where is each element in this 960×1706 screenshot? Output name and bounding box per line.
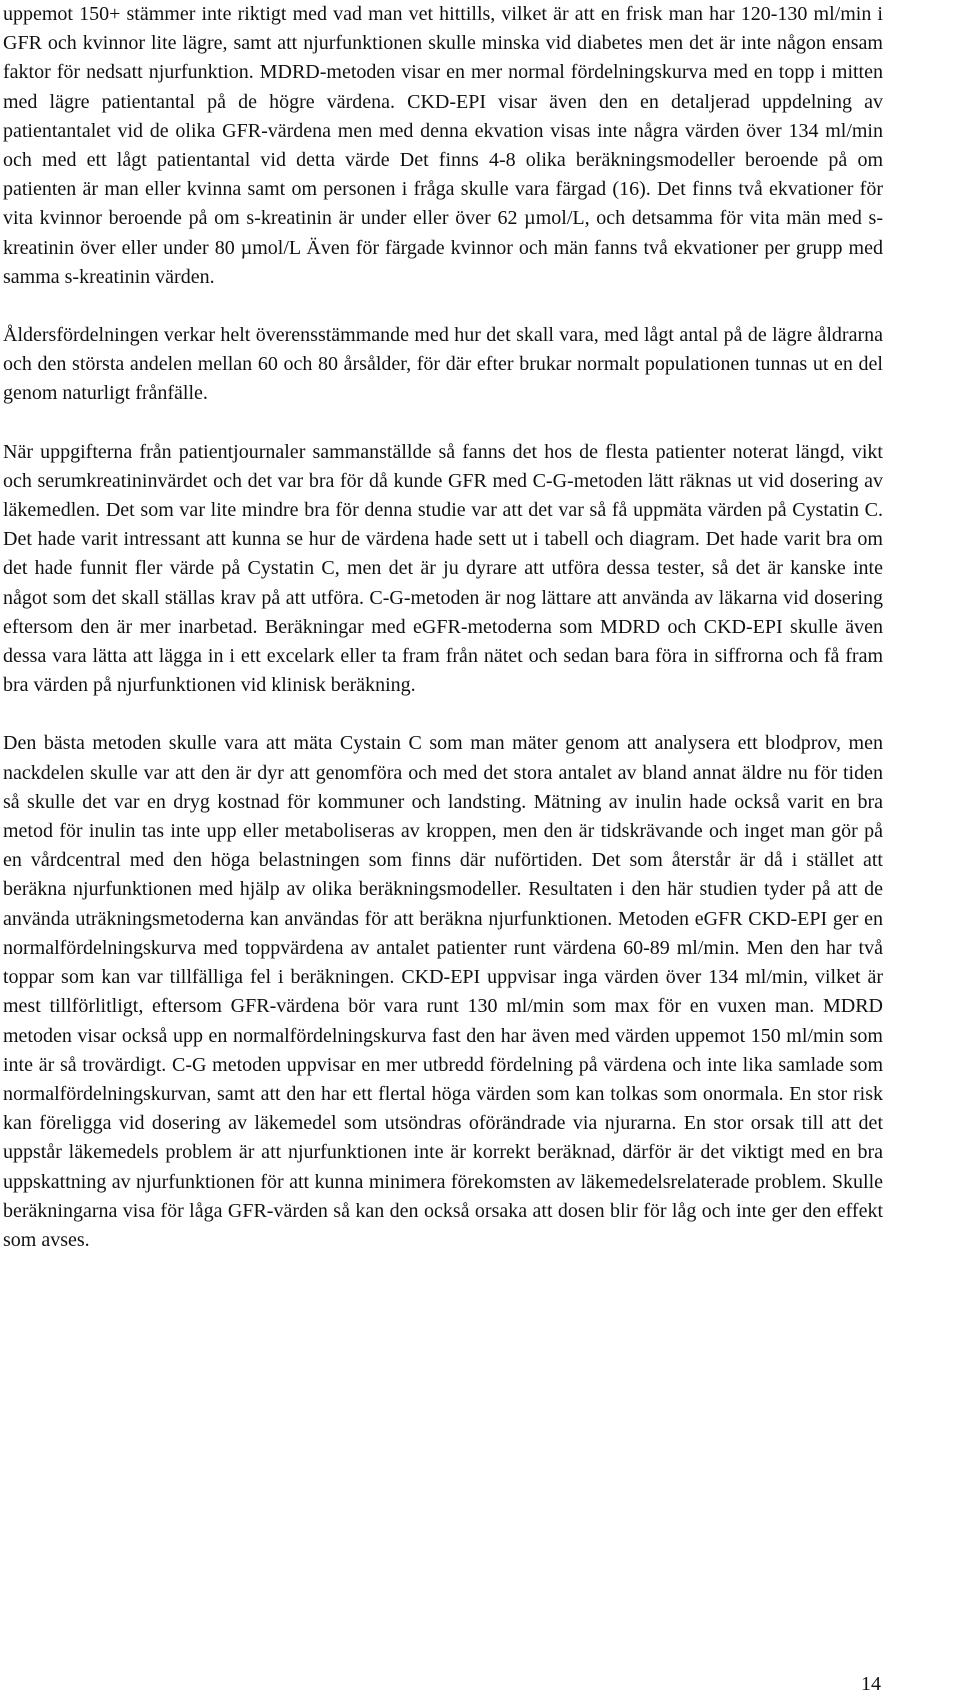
paragraph-gap (3, 409, 883, 438)
paragraph-gap (3, 292, 883, 321)
page-number: 14 (861, 1673, 881, 1695)
paragraph-gap (3, 700, 883, 729)
paragraph-3: När uppgifterna från patientjournaler sammanställde så fanns det hos de flesta patienter noterat längd, vikt och serumkreatininvärdet och det var bra för då kunde GFR med C-G-metoden lätt räknas ut vid dosering av läkemedlen. Det som var lite mindre bra för denna studie var att det var så få uppmäta värden på Cystatin C. Det hade varit intressant att kunna se hur de värdena hade sett ut i tabell och diagram. Det hade varit bra om det hade funnit fler värde på Cystatin C, men det är ju dyrare att utföra dessa tester, så det är kanske inte något som det skall ställas krav på att utföra. C-G-metoden är nog lättare att använda av läkarna vid dosering eftersom den är mer inarbetad. Beräkningar med eGFR-metoderna som MDRD och CKD-EPI skulle även dessa vara lätta att lägga in i ett excelark eller ta fram från nätet och sedan bara föra in siffrorna och få fram bra värden på njurfunktionen vid klinisk beräkning. (3, 440, 883, 697)
paragraph-2: Åldersfördelningen verkar helt överensstämmande med hur det skall vara, med lågt antal på de lägre åldrarna och den största andelen mellan 60 och 80 årsålder, för där efter brukar normalt populationen tunnas ut en del genom naturligt frånfälle. (3, 324, 883, 405)
body-text (3, 0, 883, 1255)
paragraph-1: uppemot 150+ stämmer inte riktigt med vad man vet hittills, vilket är att en frisk man har 120-130 ml/min i GFR och kvinnor lite lägre, samt att njurfunktionen skulle minska vid diabetes men det är inte någon ensam faktor för nedsatt njurfunktion. MDRD-metoden visar en mer normal fördelningskurva med en topp i mitten med lägre patientantal på de högre värdena. CKD-EPI visar även den en detaljerad uppdelning av patientantalet vid de olika GFR-värdena men med denna ekvation visas inte några värden över 134 ml/min och med ett lågt patientantal vid detta värde Det finns 4-8 olika beräkningsmodeller beroende på om patienten är man eller kvinna samt om personen i fråga skulle vara färgad (16). Det finns två ekvationer för vita kvinnor beroende på om s-kreatinin är under eller över 62 µmol/L, och detsamma för vita män med s-kreatinin över eller under 80 µmol/L Även för färgade kvinnor och män fanns två ekvationer per grupp med samma s-kreatinin värden. (3, 3, 883, 288)
paragraph-4: Den bästa metoden skulle vara att mäta Cystain C som man mäter genom att analysera ett blodprov, men nackdelen skulle var att den är dyr att genomföra och med det stora antalet av bland annat äldre nu för tiden så skulle det var en dryg kostnad för kommuner och landsting. Mätning av inulin hade också varit en bra metod för inulin tas inte upp eller metaboliseras av kroppen, men den är tidskrävande och inget man gör på en vårdcentral med den höga belastningen som finns där nuförtiden. Det som återstår är då i stället att beräkna njurfunktionen med hjälp av olika beräkningsmodeller. Resultaten i den här studien tyder på att de använda uträkningsmetoderna kan användas för att beräkna njurfunktionen. Metoden eGFR CKD-EPI ger en normalfördelningskurva med toppvärdena av antalet patienter runt värdena 60-89 ml/min. Men den har två toppar som kan var tillfälliga fel i beräkningen. CKD-EPI uppvisar inga värden över 134 ml/min, vilket är mest tillförlitligt, eftersom GFR-värdena bör vara runt 130 ml/min som max för en vuxen man. MDRD metoden visar också upp en normalfördelningskurva fast den har även med värden uppemot 150 ml/min som inte är så trovärdigt. C-G metoden uppvisar en mer utbredd fördelning på värdena och inte lika samlade som normalfördelningskurvan, samt att den har ett flertal höga värden som kan tolkas som onormala. En stor risk kan föreligga vid dosering av läkemedel som utsöndras oförändrade via njurarna. En stor orsak till att det uppstår läkemedels problem är att njurfunktionen inte är korrekt beräknad, därför är det viktigt med en bra uppskattning av njurfunktionen för att kunna minimera förekomsten av läkemedelsrelaterade problem. Skulle beräkningarna visa för låga GFR-värden så kan den också orsaka att dosen blir för låg och inte ger den effekt som avses. (3, 732, 883, 1251)
